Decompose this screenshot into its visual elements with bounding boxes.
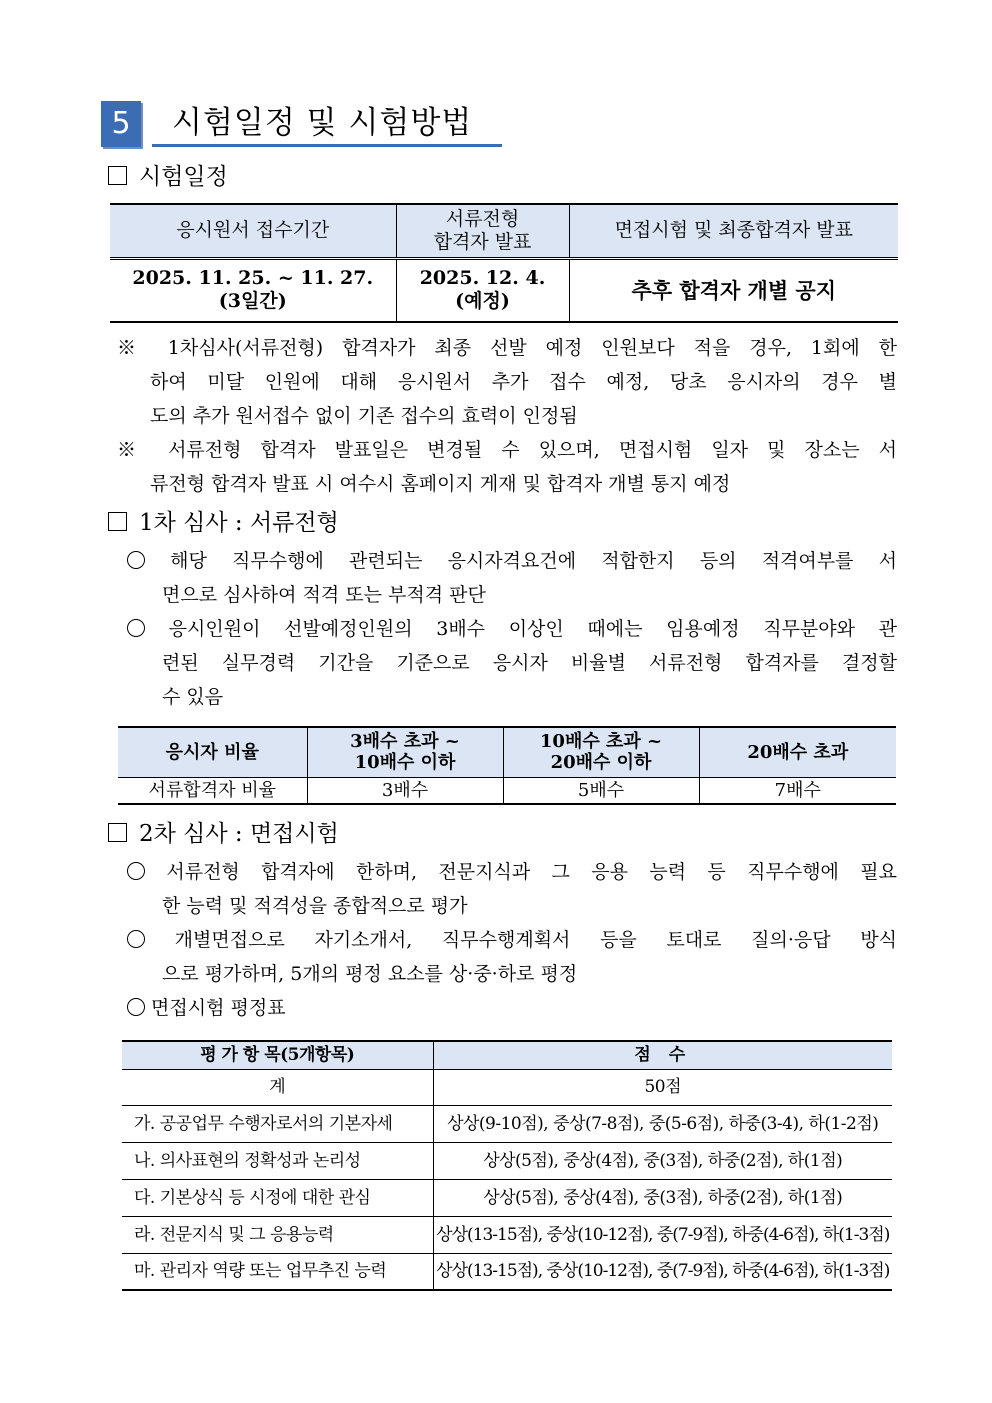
- schedule-notes: [117, 331, 897, 501]
- stage1-item-line: 련된 실무경력 기간을 기준으로 응시자 비율별 서류전형 합격자를 결정할: [162, 652, 897, 674]
- note-line: 류전형 합격자 발표 시 여수시 홈페이지 게재 및 합격자 개별 통지 예정: [150, 473, 731, 495]
- table-row: [122, 1142, 892, 1179]
- stage1-item-line: 응시인원이 선발예정인원의 3배수 이상인 때에는 임용예정 직무분야와 관: [127, 612, 897, 646]
- stage1-heading-text: 1차 심사 : 서류전형: [139, 510, 339, 536]
- schedule-value-2: 2025. 12. 4. (예정): [396, 258, 569, 322]
- stage1-item-line: 수 있음: [162, 686, 224, 708]
- checkbox-square-icon: [108, 512, 127, 531]
- table-row: [122, 1216, 892, 1253]
- note-line: 도의 추가 원서접수 없이 기존 접수의 효력이 인정됨: [150, 405, 578, 427]
- section-number-badge: 5: [101, 101, 141, 147]
- ratio-value-2: 5배수: [503, 777, 699, 804]
- table-row: [122, 1179, 892, 1216]
- schedule-table: [110, 203, 898, 323]
- table-row: [122, 1105, 892, 1142]
- eval-header-item: 평 가 항 목(5개항목): [122, 1041, 433, 1069]
- stage2-item-line: 서류전형 합격자에 한하며, 전문지식과 그 응용 능력 등 직무수행에 필요: [127, 855, 897, 889]
- checkbox-square-icon: [108, 823, 127, 842]
- stage2-items: [127, 855, 897, 1025]
- stage2-item-line: 한 능력 및 적격성을 종합적으로 평가: [162, 895, 468, 917]
- eval-score: 상상(13-15점), 중상(10-12점), 중(7-9점), 하중(4-6점), 하(1-3점): [433, 1216, 892, 1253]
- note-line: ※ 1차심사(서류전형) 합격자가 최종 선발 예정 인원보다 적을 경우, 1회에 한: [117, 337, 897, 359]
- circle-bullet-icon: [127, 551, 145, 569]
- ratio-header-label: 응시자 비율: [118, 727, 307, 777]
- stage2-heading: [108, 819, 339, 849]
- eval-total-value: 50점: [433, 1069, 892, 1105]
- ratio-header-col3: 20배수 초과: [699, 727, 896, 777]
- eval-item: 나. 의사표현의 정확성과 논리성: [122, 1142, 433, 1179]
- checkbox-square-icon: [108, 166, 127, 185]
- stage1-items: [127, 544, 897, 714]
- eval-score: 상상(9-10점), 중상(7-8점), 중(5-6점), 하중(3-4), 하(1-2점): [433, 1105, 892, 1142]
- ratio-value-1: 3배수: [307, 777, 503, 804]
- stage1-item-line: 해당 직무수행에 관련되는 응시자격요건에 적합한지 등의 적격여부를 서: [127, 544, 897, 578]
- schedule-header-1: 응시원서 접수기간: [110, 204, 396, 258]
- eval-item: 다. 기본상식 등 시정에 대한 관심: [122, 1179, 433, 1216]
- stage2-heading-text: 2차 심사 : 면접시험: [139, 821, 339, 847]
- circle-bullet-icon: [127, 862, 145, 880]
- ratio-table: [118, 726, 896, 805]
- eval-item: 마. 관리자 역량 또는 업무추진 능력: [122, 1253, 433, 1290]
- ratio-header-col1: 3배수 초과 ~ 10배수 이하: [307, 727, 503, 777]
- stage2-item-line: 개별면접으로 자기소개서, 직무수행계획서 등을 토대로 질의·응답 방식: [127, 923, 897, 957]
- schedule-header-3: 면접시험 및 최종합격자 발표: [569, 204, 898, 258]
- eval-score: 상상(5점), 중상(4점), 중(3점), 하중(2점), 하(1점): [433, 1142, 892, 1179]
- eval-score: 상상(13-15점), 중상(10-12점), 중(7-9점), 하중(4-6점), 하(1-3점): [433, 1253, 892, 1290]
- circle-bullet-icon: [127, 930, 145, 948]
- eval-item: 라. 전문지식 및 그 응용능력: [122, 1216, 433, 1253]
- eval-score: 상상(5점), 중상(4점), 중(3점), 하중(2점), 하(1점): [433, 1179, 892, 1216]
- stage1-heading: [108, 508, 339, 538]
- schedule-header-2: 서류전형 합격자 발표: [396, 204, 569, 258]
- section-title: 시험일정 및 시험방법: [152, 101, 502, 147]
- table-row: [122, 1253, 892, 1290]
- note-line: ※ 서류전형 합격자 발표일은 변경될 수 있으며, 면접시험 일자 및 장소는 서: [117, 439, 897, 461]
- schedule-value-3: 추후 합격자 개별 공지: [569, 258, 898, 322]
- stage2-item-line: 면접시험 평정표: [127, 991, 897, 1025]
- schedule-value-1: 2025. 11. 25. ~ 11. 27. (3일간): [132, 267, 374, 313]
- circle-bullet-icon: [127, 619, 145, 637]
- note-line: 하여 미달 인원에 대해 응시원서 추가 접수 예정, 당초 응시자의 경우 별: [150, 371, 897, 393]
- ratio-header-col2: 10배수 초과 ~ 20배수 이하: [503, 727, 699, 777]
- eval-total-label: 계: [122, 1069, 433, 1105]
- eval-item: 가. 공공업무 수행자로서의 기본자세: [122, 1105, 433, 1142]
- eval-header-score: 점 수: [433, 1041, 892, 1069]
- stage2-item-line: 으로 평가하며, 5개의 평정 요소를 상·중·하로 평정: [162, 963, 578, 985]
- schedule-heading-text: 시험일정: [139, 164, 228, 190]
- eval-table: [122, 1040, 892, 1291]
- ratio-value-3: 7배수: [699, 777, 896, 804]
- ratio-row-label: 서류합격자 비율: [118, 777, 307, 804]
- stage1-item-line: 면으로 심사하여 적격 또는 부적격 판단: [162, 584, 486, 606]
- circle-bullet-icon: [127, 998, 145, 1016]
- schedule-heading: [108, 162, 228, 192]
